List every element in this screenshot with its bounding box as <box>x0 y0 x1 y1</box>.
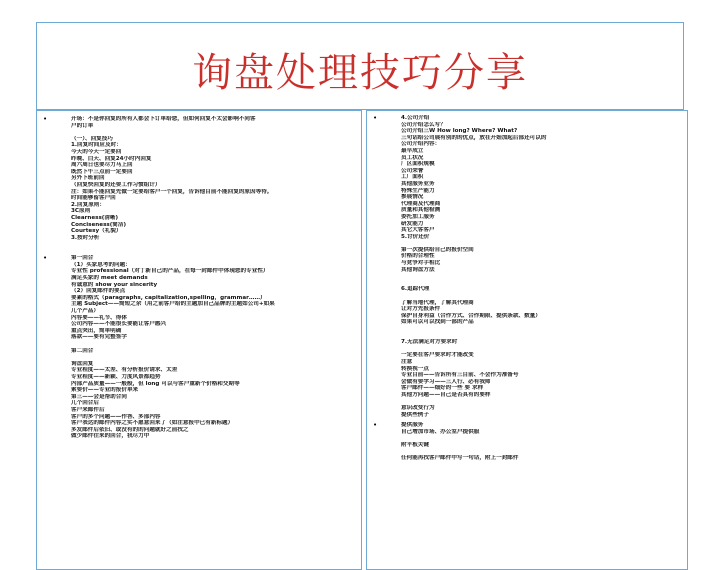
left-content-placeholder[interactable] <box>36 110 362 570</box>
text-line: 主题 Subject——简短之余（用之前客户给的主题加自己品牌的主题如公司+如果 <box>71 301 275 308</box>
text-line: 今天的今天一定要回 <box>71 148 122 155</box>
text-line: 员工状况 <box>401 154 424 161</box>
text-line: 周六周日也要尽力马上回 <box>71 162 133 169</box>
text-line: 参展情况 <box>401 194 424 201</box>
text-line: 任何能再找客户邮件中写一句话，附上一封邮件 <box>401 455 519 462</box>
text-line: 有诚意的 show your sincerity <box>71 281 158 288</box>
text-line: 3.按时分析 <box>71 234 100 241</box>
text-line: （一）、回复技巧 <box>71 135 113 142</box>
text-line: 6.追踪代理 <box>401 286 430 293</box>
slide-title: 询盘处理技巧分享 <box>192 50 528 96</box>
text-line: 一定要在客户要求时才能改变 <box>401 352 474 359</box>
text-line: 满足买家的 meet demands <box>71 275 148 282</box>
blank-line <box>401 333 681 340</box>
text-line: 户的订单 <box>71 122 94 129</box>
bullet-block <box>37 116 361 241</box>
text-line: 其它大客客户 <box>401 227 435 234</box>
left-content-blocks <box>37 111 361 440</box>
text-line: 公司介绍三W How long? Where? What? <box>401 128 518 135</box>
text-line: （回复快回复的还要工作习惯组计） <box>71 181 161 188</box>
text-line: 质量和其他检测 <box>401 207 441 214</box>
text-line: 研发能力 <box>401 220 424 227</box>
text-line: 公司介绍怎么写？ <box>401 121 446 128</box>
blank-line <box>71 354 355 361</box>
text-line: 时间能够留客户回 <box>71 195 116 202</box>
blank-line <box>401 399 681 406</box>
blank-line <box>401 293 681 300</box>
text-line: Courtesy（礼貌） <box>71 228 122 235</box>
text-line: 专业性 professional（对丁新自己的产品，在每一封邮件中体现您的专业性） <box>71 268 269 275</box>
text-line: 专业程度——新颖、力度风景都趋势 <box>71 373 161 380</box>
blank-line <box>401 240 681 247</box>
text-line: 会做有要学习——三人行、必有我师 <box>401 378 491 385</box>
title-placeholder[interactable] <box>36 22 684 110</box>
blank-line <box>401 273 681 280</box>
text-line: 7.无法满足对方要求时 <box>401 339 458 346</box>
text-line: 开场：不是你回复的所有人都会下订单给您，但如何回复不太会影响不同客 <box>71 116 256 122</box>
text-line: 客户表达的邮件内容之实不愿意回来了（如注意报中已有新标题） <box>71 420 234 427</box>
text-line: 公司内容——不能很长要能让客户感兴 <box>71 321 167 328</box>
bullet-block <box>37 255 361 440</box>
text-line: 几个产品） <box>71 308 99 315</box>
text-line: 1.回复时间应及时： <box>71 142 122 149</box>
text-line: 第一回合 <box>71 255 94 262</box>
text-line: 最早成立 <box>401 147 424 154</box>
bullet-icon: • <box>43 115 48 123</box>
text-line: 几个回合后 <box>71 400 99 407</box>
text-line: 委托加工服务 <box>401 213 435 220</box>
text-line: 了解当地代理，了解其代理商 <box>401 299 474 306</box>
text-line: 落款——要有完整签字 <box>71 334 127 341</box>
blank-line <box>71 129 355 136</box>
text-line: 专业目前——告诉所有三目前、不会作为准备号 <box>401 372 519 379</box>
text-line: 2.回复原则： <box>71 201 105 208</box>
blank-line <box>401 280 681 287</box>
text-line: 附平板关键 <box>401 442 429 449</box>
text-line: 3C原则 <box>71 208 91 215</box>
blank-line <box>71 341 355 348</box>
text-line: 自己增加市场、办公室户提供服 <box>401 428 480 435</box>
text-line: （1）买家思考的问题： <box>71 261 131 268</box>
text-line: 做少邮件往来的回合，我尽力中 <box>71 433 150 440</box>
text-line: 特殊生产能力 <box>401 187 435 194</box>
text-line: 价格的合理性 <box>401 253 435 260</box>
text-line: 多发邮件后依旧、或没有的的问题就好之前找之 <box>71 426 189 433</box>
text-line: 注意 <box>401 358 413 365</box>
text-line: 询盘回复 <box>71 360 94 367</box>
text-line: 索要价——专业的报价单来 <box>71 387 139 394</box>
text-line: 第二回合 <box>71 347 94 354</box>
text-line: 注：如果不能回复先做一定要给客户一个回复，告诉他目前不能回复的原因等待。 <box>71 188 273 195</box>
blank-line <box>401 436 681 443</box>
text-line: 意识改变行为 <box>401 405 435 412</box>
blank-line <box>401 346 681 353</box>
text-line: 第三——会是帮助合同 <box>71 393 127 400</box>
text-line: （2）回复邮件的要点 <box>71 288 126 295</box>
text-line: 昨晚、白天、回复24小时内回复 <box>71 155 152 162</box>
text-line: Clearness(清晰) <box>71 214 119 221</box>
bullet-icon: • <box>373 114 378 122</box>
text-line: 另外下班前回 <box>71 175 105 182</box>
right-content-blocks <box>367 111 687 462</box>
text-line: 代理商及代理商 <box>401 200 441 207</box>
text-line: Conciseness(简洁) <box>71 221 127 228</box>
text-line: 其他方问题——自己是否具有的要样 <box>401 391 491 398</box>
text-line: 客户邮件——细好的一些 要 求样 <box>401 385 484 392</box>
text-line: 让对方先报条件 <box>401 306 441 313</box>
text-line: 提供服务 <box>401 422 424 429</box>
text-line: 三句话给公司展有别的的优点，放在开始加起后部还可以的 <box>401 134 547 141</box>
text-line: 保护自身利益（合作方式、合作期限、提供条款、数量） <box>401 312 541 319</box>
bullet-block <box>367 115 687 418</box>
text-line: 厂区面积规模 <box>401 161 435 168</box>
text-line: 5.讨价还价 <box>401 233 430 240</box>
text-line: 内部产品质量——一般般，但 long 可以与客户重新个价格和交期等 <box>71 380 240 387</box>
blank-line <box>401 326 681 333</box>
text-line: 如果可以可以找到一部的产品 <box>401 319 474 326</box>
text-line: 转换视一点 <box>401 365 429 372</box>
text-line: 公司介绍内容： <box>401 141 441 148</box>
text-line: 专业程度——太差、有分析报价请求、太差 <box>71 367 178 374</box>
text-line: 要素的格式（paragraphs, capitalization,spelling，grammar……） <box>71 294 266 301</box>
text-line: 重点突出，简单明确 <box>71 327 122 334</box>
text-line: 工厂面积 <box>401 174 424 181</box>
text-line: 其他服务业务 <box>401 180 435 187</box>
text-line: 内容要——礼节、得体 <box>71 314 127 321</box>
text-line: 客户的多个问题——作答、多部内容 <box>71 413 161 420</box>
bullet-icon: • <box>43 254 48 263</box>
text-line: 客户来邮件后 <box>71 406 105 413</box>
text-line: 与竞争对手相比 <box>401 260 441 267</box>
text-line: 提供些例子 <box>401 411 429 418</box>
blank-line <box>401 449 681 456</box>
text-line: 既然下午三点前一定要回 <box>71 168 133 175</box>
right-content-placeholder[interactable] <box>366 110 688 570</box>
bullet-icon: • <box>373 421 378 430</box>
text-line: 其他询盘方法 <box>401 266 435 273</box>
text-line: 第一次提供给自己的报价空间 <box>401 246 474 253</box>
text-line: 4.公司介绍 <box>401 115 430 121</box>
text-line: 公司荣誉 <box>401 167 424 174</box>
bullet-block <box>367 422 687 462</box>
block-gap <box>37 241 361 255</box>
